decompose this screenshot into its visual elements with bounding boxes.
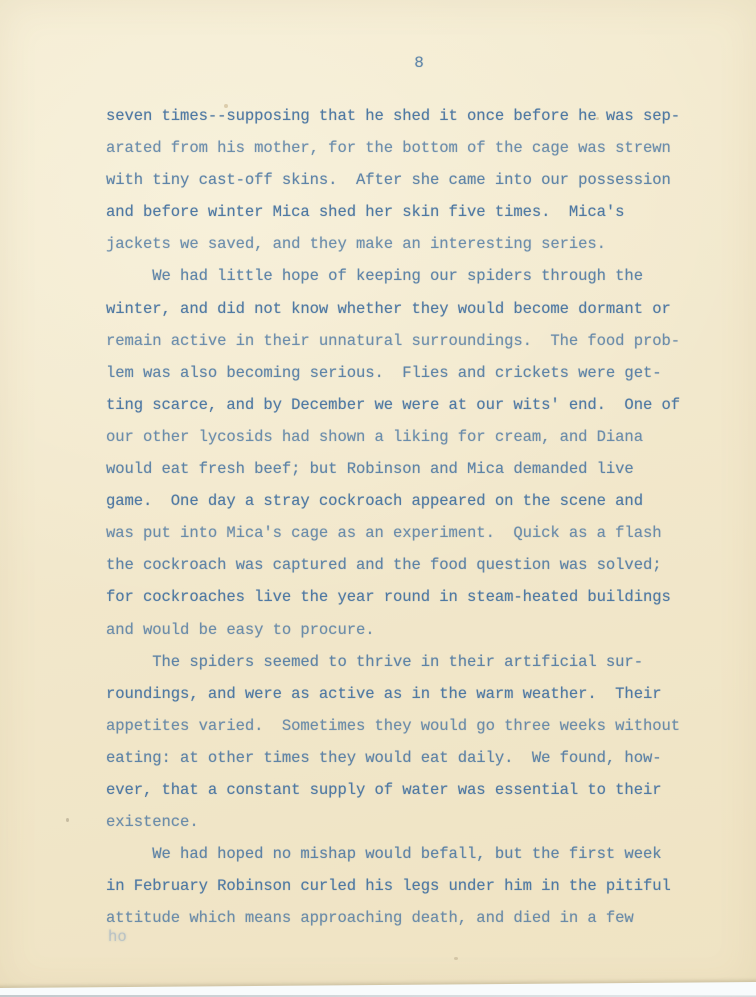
text-line: was put into Mica's cage as an experiment. Quick as a flash <box>106 524 662 543</box>
text-line: roundings, and were as active as in the warm weather. Their <box>106 684 662 703</box>
text-line: We had hoped no mishap would befall, but the first week <box>106 845 662 864</box>
text-line: game. One day a stray cockroach appeared on the scene and <box>106 492 643 511</box>
text-line: winter, and did not know whether they would become dormant or <box>106 299 671 318</box>
text-line: eating: at other times they would eat daily. We found, how- <box>106 748 662 767</box>
text-line: attitude which means approaching death, and died in a few <box>106 909 634 928</box>
paper-speck <box>66 818 69 822</box>
text-line: We had little hope of keeping our spiders through the <box>106 267 643 286</box>
text-line: the cockroach was captured and the food question was solved; <box>106 556 662 575</box>
text-line: appetites varied. Sometimes they would go three weeks without <box>106 716 680 735</box>
text-line: lem was also becoming serious. Flies and crickets were get- <box>106 363 662 382</box>
text-line: and would be easy to procure. <box>106 620 375 639</box>
text-line: with tiny cast-off skins. After she came into our possession <box>106 171 671 190</box>
text-line: existence. <box>106 813 199 832</box>
ghost-text-offset: ho <box>108 928 127 946</box>
text-line: ever, that a constant supply of water was essential to their <box>106 780 662 799</box>
text-line: would eat fresh beef; but Robinson and Mica demanded live <box>106 460 634 479</box>
text-line: The spiders seemed to thrive in their artificial sur- <box>106 652 643 671</box>
text-line: in February Robinson curled his legs under him in the pitiful <box>106 877 671 896</box>
text-line: and before winter Mica shed her skin five times. Mica's <box>106 203 625 222</box>
page-number: 8 <box>414 54 424 72</box>
text-line: ting scarce, and by December we were at our wits' end. One of <box>106 395 680 414</box>
text-line: jackets we saved, and they make an interesting series. <box>106 235 606 254</box>
text-line: remain active in their unnatural surroundings. The food prob- <box>106 331 680 350</box>
text-line: our other lycosids had shown a liking for cream, and Diana <box>106 427 643 446</box>
text-line: seven times--supposing that he shed it once before he was sep- <box>106 107 680 125</box>
paper-speck <box>454 957 458 960</box>
text-line: for cockroaches live the year round in steam-heated buildings <box>106 588 671 607</box>
text-line: arated from his mother, for the bottom of the cage was strewn <box>106 139 671 158</box>
typewritten-text-block <box>106 100 706 934</box>
